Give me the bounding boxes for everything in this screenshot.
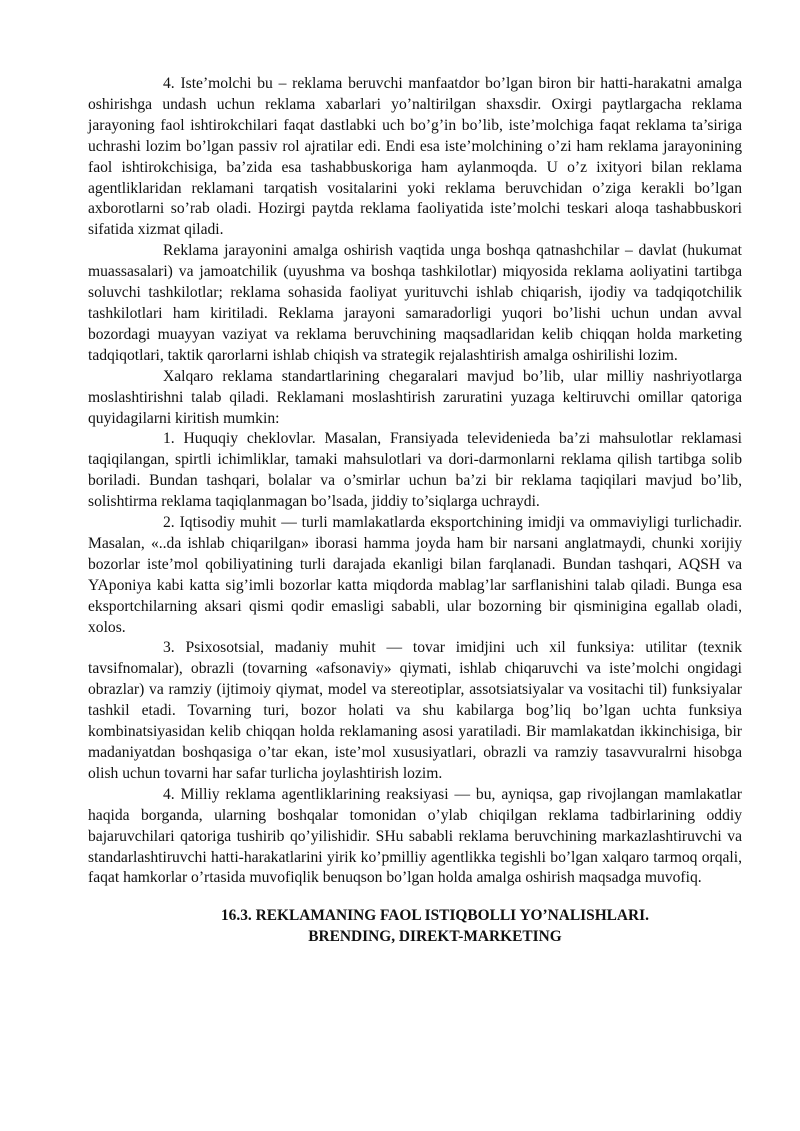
paragraph-legal-restrictions: 1. Huquqiy cheklovlar. Masalan, Fransiyada televidenieda ba’zi mahsulotlar reklamasi taqiqilangan, spirtli ichimliklar, tamaki mahsulotlari va dori-darmonlarni reklama qilish tartibga solib boriladi. Bundan tashqari, bolalar va o’smirlar uchun ba’zi bir reklama taqiqilari mavjud bo’lib, solishtirma reklama taqiqlanmagan bo’lsada, jiddiy to’siqlarga uchraydi. xyxy=(88,430,742,511)
paragraph-international-standards: Xalqaro reklama standartlarining chegaralari mavjud bo’lib, ular milliy nashriyotlarga moslashtirishni talab qiladi. Reklamani moslashtirish zaruratini yuzaga keltiruvchi omillar qatoriga quyidagilarni kiritish mumkin: xyxy=(88,367,742,427)
paragraph-national-agencies: 4. Milliy reklama agentliklarining reaksiyasi — bu, ayniqsa, gap rivojlangan mamlakatlar haqida borganda, ularning boshqalar tomonidan o’ylab chiqilgan reklama tadbirlarining oddiy bajaruvchilari qatoriga tushirib qo’yilishidir. SHu sababli reklama beruvchining markazlashtiruvchi va standarlashtiruvchi hatti-harakatlarini yirik ko’pmilliy agentlikka tegishli bo’lgan xalqaro tarmoq orqali, faqat hamkorlar o’rtasida muvofiqlik benuqson bo’lgan holda amalga oshirish maqsadga muvofiq. xyxy=(88,785,742,887)
paragraph-consumer: 4. Iste’molchi bu – reklama beruvchi manfaatdor bo’lgan biron bir hatti-harakatni amalga oshirishga undash uchun reklama xabarlari yo’naltirilgan shaxsdir. Oxirgi paytlargacha reklama jarayoning faol ishtirokchilari faqat dastlabki uch bo’g’in bo’lib, iste’molchiga faqat reklama ta’siriga uchrashi lozim bo’lgan passiv rol ajratilar edi. Endi esa iste’molchining o’zi ham reklama jarayonining faol ishtirokchisiga, ba’zida esa tashabbuskoriga ham aylanmoqda. U o’z ixityori bilan reklama agentliklaridan reklamani tarqatish vositalarini yoki reklama beruvchidan o’ziga kerakli bo’lgan axborotlarni so’rab oladi. Hozirgi paytda reklama faoliyatida iste’molchi teskari aloqa tashabbuskori sifatida xizmat qiladi. xyxy=(88,75,742,239)
paragraph-psychosocial-environment: 3. Psixosotsial, madaniy muhit — tovar imidjini uch xil funksiya: utilitar (texnik tavsifnomalar), obrazli (tovarning «afsonaviy» qiymati, ishlab chiqaruvchi va iste’molchi ongidagi obrazlar) va ramziy (ijtimoiy qiymat, model va stereotiplar, assotsiatsiyalar va vositachi til) funksiyalar tashkil etadi. Tovarning turi, bozor holati va shu kabilarga bog’liq bo’lgan uchta funksiya kombinatsiyasidan kelib chiqqan holda reklamaning asosi yaratiladi. Bir mamlakatdan ikkinchisiga, bir madaniyatdan boshqasiga o’tar ekan, iste’mol xususiyatlari, obrazli va ramziy tasavvuralrni hisobga olish uchun tovarni har safar turlicha joylashtirish lozim. xyxy=(88,639,742,782)
paragraph-participants: Reklama jarayonini amalga oshirish vaqtida unga boshqa qatnashchilar – davlat (hukumat muassasalari) va jamoatchilik (uyushma va boshqa tashkilotlar) miqyosida reklama aoliyatini tartibga soluvchi tashkilotlar; reklama sohasida faoliyat yurituvchi ishlab chiqarish, ijodiy va tadqiqotchilik tashkilotlari ham kiritiladi. Reklama jarayoni samaradorligi yuqori bo’lishi uchun undan avval bozordagi muayyan vaziyat va reklama beruvchining maqsadlaridan kelib chiqqan holda marketing tadqiqotlari, taktik qarorlarni ishlab chiqish va strategik rejalashtirish amalga oshirilishi lozim. xyxy=(88,242,742,364)
section-heading-line1: 16.3. REKLAMANING FAOL ISTIQBOLLI YO’NALISHLARI. xyxy=(220,907,649,925)
section-heading-line2: BRENDING, DIREKT-MARKETING xyxy=(308,927,562,945)
paragraph-economic-environment: 2. Iqtisodiy muhit — turli mamlakatlarda eksportchining imidji va ommaviyligi turlichadir. Masalan, «..da ishlab chiqarilgan» iborasi hamma joyda ham bir narsani anglatmaydi, chunki xorijiy bozorlar iste’mol qobiliyatining turli darajada ekanligi bilan farqlanadi. Bundan tashqari, AQSH va YAponiya kabi katta sig’imli bozorlar katta miqdorda mablag’lar sarflanishini talab qiladi. Bunga esa eksportchilarning aksari qismi qodir emasligi sababli, ular bozorning bir qisminigina egallab oladi, xolos. xyxy=(88,514,742,636)
section-heading xyxy=(88,906,742,947)
document-page xyxy=(88,74,742,947)
